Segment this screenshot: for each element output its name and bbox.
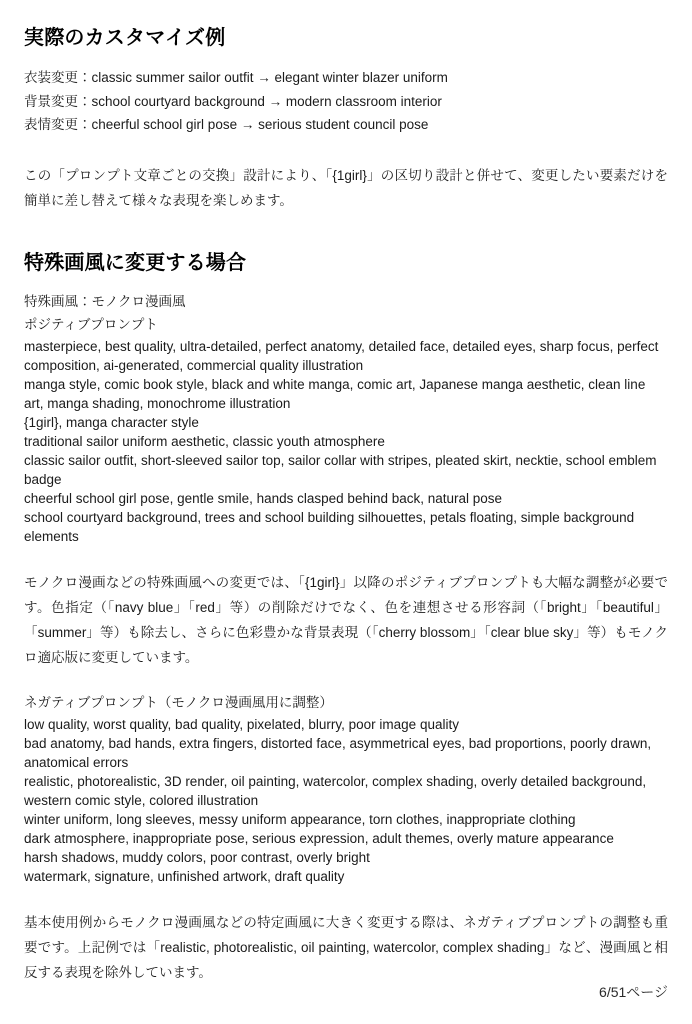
prompt-line: school courtyard background, trees and school building silhouettes, petals floating, simple background elements (24, 509, 635, 544)
monochrome-adjustment-paragraph: モノクロ漫画などの特殊画風への変更では、「{1girl}」以降のポジティブプロンプトも大幅な調整が必要です。色指定（「navy blue」「red」等）の削除だけでなく、色を連想させる形容詞（「bright」「beautiful」「summer」等）も除去し、さらに色彩豊かな背景表現（「cherry blossom」「clear blue sky」等）もモノクロ適応版に変更しています。 (24, 574, 668, 665)
prompt-line: harsh shadows, muddy colors, poor contrast, overly bright (24, 849, 370, 865)
prompt-line: bad anatomy, bad hands, extra fingers, distorted face, asymmetrical eyes, bad proportions, poorly drawn, anatomical errors (24, 735, 652, 770)
prompt-line: cheerful school girl pose, gentle smile, hands clasped behind back, natural pose (24, 490, 503, 506)
list-item: 表情変更：cheerful school girl pose → serious student council pose (24, 117, 429, 132)
list-item: 背景変更：school courtyard background → modern classroom interior (24, 93, 442, 109)
prompt-line: watermark, signature, unfinished artwork, draft quality (24, 868, 345, 884)
prompt-line: classic sailor outfit, short-sleeved sailor top, sailor collar with stripes, pleated skirt, necktie, school emblem badge (24, 452, 657, 487)
prompt-line: {1girl}, manga character style (24, 414, 199, 430)
style-name-label: 特殊画風：モノクロ漫画風 (24, 293, 186, 309)
negative-prompt-block (24, 692, 668, 886)
page-number-footer: 6/51ページ (599, 984, 668, 1000)
prompt-line: masterpiece, best quality, ultra-detailed, perfect anatomy, detailed face, detailed eyes, sharp focus, perfect composition, ai-generated, commercial quality illustration (24, 338, 659, 373)
list-item: 衣装変更：classic summer sailor outfit → elegant winter blazer uniform (24, 70, 448, 85)
customization-mapping-list (24, 66, 668, 137)
prompt-line: realistic, photorealistic, 3D render, oil painting, watercolor, complex shading, overly detailed background, western comic style, colored illustration (24, 773, 647, 808)
prompt-line: manga style, comic book style, black and white manga, comic art, Japanese manga aesthetic, clean line art, manga shading, monochrome illustration (24, 376, 646, 411)
negative-prompt-importance-paragraph: 基本使用例からモノクロ漫画風などの特定画風に大きく変更する際は、ネガティブプロンプトの調整も重要です。上記例では「realistic, photorealistic, oil painting, watercolor, complex shading」など、漫画風と相反する表現を除外しています。 (24, 914, 668, 980)
positive-prompt-label: ポジティブプロンプト (24, 316, 158, 332)
section-1 (24, 0, 668, 213)
prompt-line: winter uniform, long sleeves, messy uniform appearance, torn clothes, inappropriate clothing (24, 811, 576, 827)
page-heading-special-art-style: 特殊画風に変更する場合 (24, 251, 247, 274)
negative-prompt-lines (24, 715, 668, 886)
positive-prompt-block (24, 314, 668, 546)
negative-prompt-label: ネガティブプロンプト（モノクロ漫画風用に調整） (24, 694, 333, 710)
prompt-line: low quality, worst quality, bad quality, pixelated, blurry, poor image quality (24, 716, 459, 732)
prompt-line: traditional sailor uniform aesthetic, classic youth atmosphere (24, 433, 385, 449)
customization-description-paragraph: この「プロンプト文章ごとの交換」設計により、「{1girl}」の区切り設計と併せて、変更したい要素だけを簡単に差し替えて様々な表現を楽しめます。 (24, 167, 668, 208)
positive-prompt-lines (24, 337, 668, 546)
prompt-line: dark atmosphere, inappropriate pose, serious expression, adult themes, overly mature appearance (24, 830, 614, 846)
section-2 (24, 213, 668, 985)
page-heading-customization-examples: 実際のカスタマイズ例 (24, 27, 226, 49)
